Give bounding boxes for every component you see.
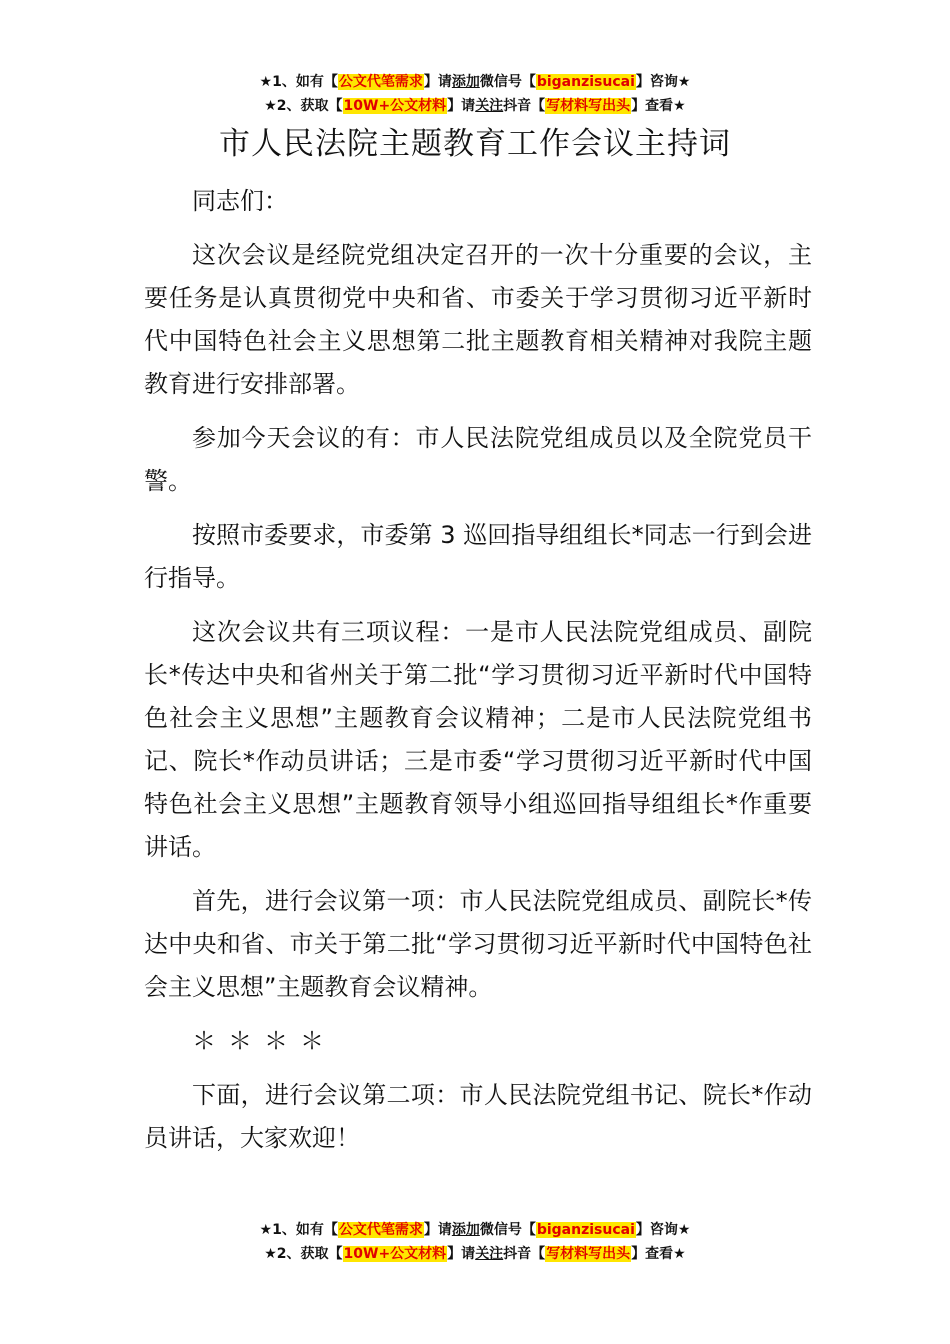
banner-highlight: 10W+公文材料: [343, 98, 447, 114]
header-banner: [0, 70, 950, 118]
banner-line-2: ★2、获取【10W+公文材料】请关注抖音【写材料写出头】查看★: [264, 1246, 686, 1262]
banner-highlight: 写材料写出头: [546, 1246, 631, 1262]
paragraph-agenda: 这次会议共有三项议程：一是市人民法院党组成员、副院长*传达中央和省州关于第二批“学习贯彻习近平新时代中国特色社会主义思想”主题教育会议精神；二是市人民法院党组书记、院长*作动员讲话；三是市委“学习贯彻习近平新时代中国特色社会主义思想”主题教育领导小组巡回指导组组长*作重要讲话。: [144, 618, 812, 861]
paragraph-guidance-group: 按照市委要求，市委第 3 巡回指导组组长*同志一行到会进行指导。: [144, 521, 812, 592]
paragraph-attendees: 参加今天会议的有：市人民法院党组成员以及全院党员干警。: [144, 424, 812, 495]
banner-line-2: ★2、获取【10W+公文材料】请关注抖音【写材料写出头】查看★: [264, 98, 686, 114]
section-separator: ＊＊＊＊: [192, 1027, 336, 1055]
footer-banner: [0, 1218, 950, 1266]
banner-highlight: biganzisucai: [536, 74, 635, 90]
banner-highlight: 公文代笔需求: [338, 74, 423, 90]
document-title: 市人民法院主题教育工作会议主持词: [219, 126, 731, 162]
paragraph-first-item: 首先，进行会议第一项：市人民法院党组成员、副院长*传达中央和省、市关于第二批“学习贯彻习近平新时代中国特色社会主义思想”主题教育会议精神。: [144, 887, 812, 1001]
paragraph-salutation: 同志们：: [192, 187, 288, 215]
banner-highlight: biganzisucai: [536, 1222, 635, 1238]
banner-highlight: 10W+公文材料: [343, 1246, 447, 1262]
banner-line-1: ★1、如有【公文代笔需求】请添加微信号【biganzisucai】咨询★: [259, 1222, 691, 1238]
banner-highlight: 公文代笔需求: [338, 1222, 423, 1238]
document-body: [144, 180, 812, 1171]
paragraph-second-item: 下面，进行会议第二项：市人民法院党组书记、院长*作动员讲话，大家欢迎！: [144, 1081, 812, 1152]
banner-highlight: 写材料写出头: [546, 98, 631, 114]
banner-line-1: ★1、如有【公文代笔需求】请添加微信号【biganzisucai】咨询★: [259, 74, 691, 90]
paragraph-meeting-purpose: 这次会议是经院党组决定召开的一次十分重要的会议，主要任务是认真贯彻党中央和省、市委关于学习贯彻习近平新时代中国特色社会主义思想第二批主题教育相关精神对我院主题教育进行安排部署。: [144, 241, 812, 398]
